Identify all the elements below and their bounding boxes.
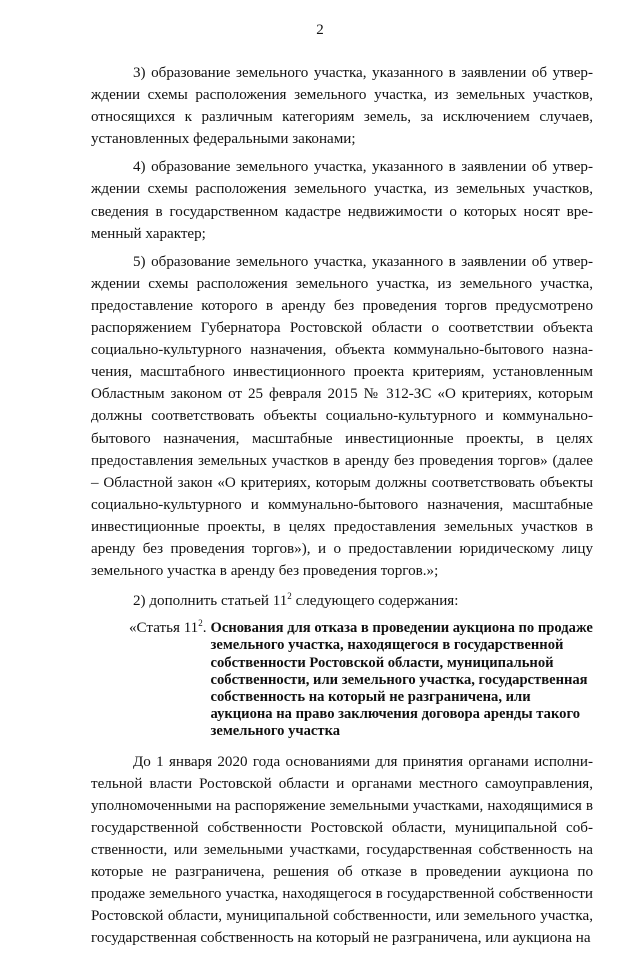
closing-paragraph: До 1 января 2020 года основаниями для принятия органами исполнительной власти Ростовской области и органами местного самоуправления, уполномоченными на распоряжение земельными участками, находящимися в государственной собственности Ростовской области, муниципальной собственности, или земельными участками, государственная собственность на которые не разграничена, решения об отказе в проведении аукциона по продаже земельного участка, находящегося в государственной собственности Ростовской области, муниципальной собственности, или земельного участка, государственная собственность на который не разграничена, или аукциона на (91, 753, 593, 947)
paragraph-item-4: 4) образование земельного участка, указанного в заявлении об утверждении схемы расположения земельного участка, из земельных участков, сведения в государственном кадастре недвижимости о которых носят временный характер; (91, 159, 593, 242)
page-number: 2 (316, 22, 324, 38)
amendment-superscript: 2 (287, 591, 292, 602)
amendment-text-after: следующего содержания: (291, 593, 459, 610)
article-label-prefix: «Статья 11 (129, 620, 199, 637)
paragraph-item-5: 5) образование земельного участка, указанного в заявлении об утверждении схемы расположения земельного участка, из земельного участка, предоставление которого в аренду без проведения торгов предусмотрено распоряжением Губернатора Ростовской области о соответствии объекта социально-культурного назначения, объекта коммунально-бытового назначения, масштабного инвестиционного проекта критериям, установленным Областным законом от 25 февраля 2015 № 312-ЗС «О критериях, которым должны соответствовать объекты социально-культурного и коммунально-бытового назначения, масштабные инвестиционные проекты, в целях предоставления земельных участков в аренду без проведения торгов» (далее – Областной закон «О критериях, которым должны соответствовать объекты социально-культурного и коммунально-бытового назначения, масштабные инвестиционные проекты, в целях предоставления земельных участков в аренду без проведения торгов»), и о предоставлении юридическому лицу земельного участка в аренду без проведения торгов.»; (91, 253, 593, 580)
article-heading (91, 620, 593, 740)
document-body (91, 62, 593, 956)
paragraph-item-3: 3) образование земельного участка, указанного в заявлении об утверждении схемы расположения земельного участка, из земельных участков, относящихся к различным категориям земель, за исключением случаев, установленных федеральными законами; (91, 65, 593, 148)
article-label (91, 620, 207, 740)
amendment-text-before: 2) дополнить статьей 11 (133, 593, 288, 610)
amendment-paragraph (91, 590, 593, 612)
article-label-superscript: 2 (198, 618, 203, 629)
article-title: Основания для отказа в проведении аукциона по продаже земельного участка, находящегося в государственной собственности Ростовской области, муниципальной собственности, или земельного участка, государственная собственность на который не разграничена, или аукциона на право заключения договора аренды такого земельного участка (210, 620, 593, 740)
article-label-suffix: . (202, 620, 207, 637)
